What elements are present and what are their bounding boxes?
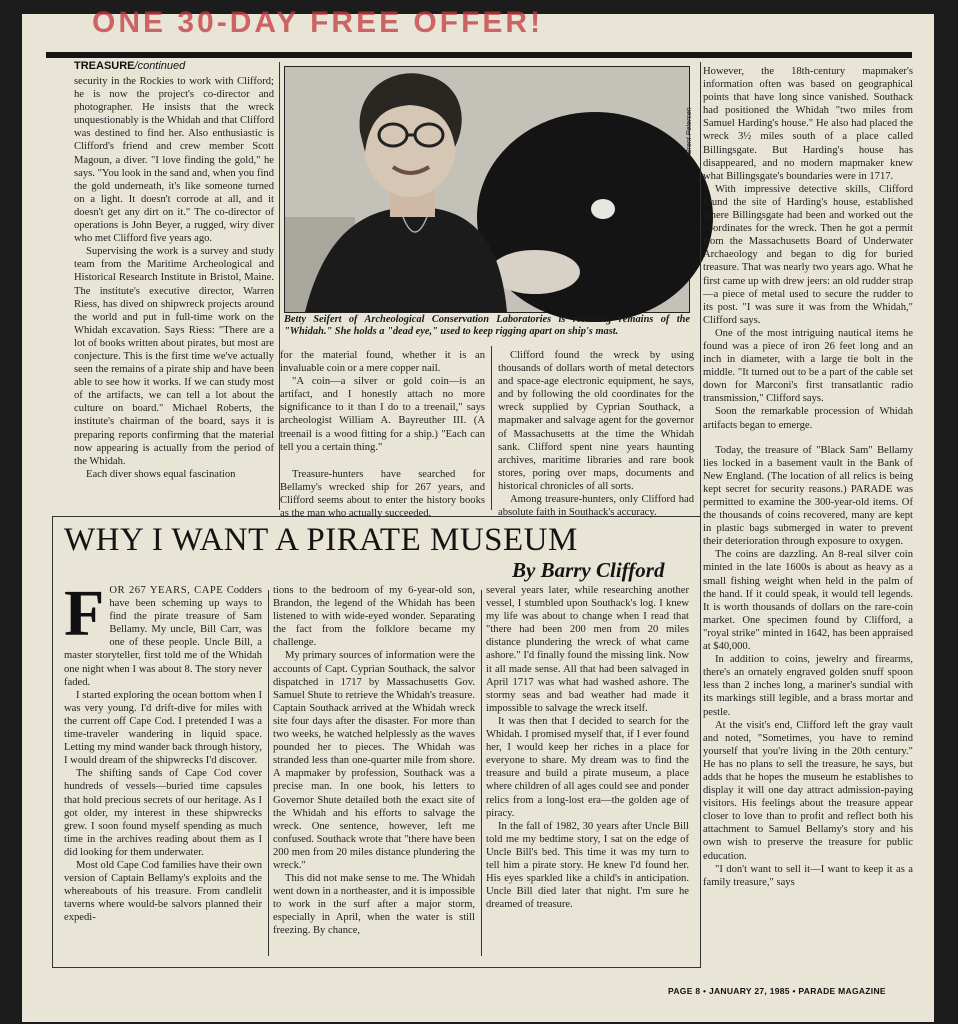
paragraph: "A coin—a silver or gold coin—is an artifact, and I honestly attach no more significance to it than I do to a treenail," says archeologist William A. Bayreuther III. (A treenail is a wood fitting for a ship.) "Each can tell you a certain thing." [280,376,485,453]
paragraph: This did not make sense to me. The Whidah went down in a northeaster, and it is impossible to work in the surf after a major storm, especially in April, when the water is still freezing. By chance, [273,873,475,937]
continued-label [74,60,185,72]
paragraph [64,577,262,689]
sidebar-column-a [64,577,262,956]
continued-label-italic: /continued [134,60,186,72]
paragraph: Most old Cape Cod families have their own version of Captain Bellamy's exploits and the whereabouts of his treasure. From candlelit taverns where would-be salvors planned their expedi- [64,859,262,924]
paragraph: tions to the bedroom of my 6-year-old son, Brandon, the legend of the Whidah has been listened to with wide-eyed wonder. Separating the fact from the folklore became my challenge. [273,585,475,649]
ad-banner-text: ONE 30-DAY FREE OFFER! [92,6,544,39]
photo-caption: Betty Seifert of Archeological Conservation Laboratories is restoring remains of the "Whidah." She holds a "dead eye," used to keep rigging apart on ship's mast. [284,314,690,338]
page-footer: PAGE 8 • JANUARY 27, 1985 • PARADE MAGAZINE [668,986,886,996]
paragraph: With impressive detective skills, Clifford found the site of Harding's house, established where Billingsgate had been and worked out the coordinates for the wreck. Then he got a permit from the Massachusetts Board of Underwater Archaeology and began to dig for buried treasure. That was nearly two years ago. What he first came up with drew jeers: an old rudder strap—a piece of metal used to secure the rudder to its post. "I was sure it was from the Whidah," Clifford says. [703,183,913,326]
paragraph: several years later, while researching another vessel, I stumbled upon Southack's log. I knew my life was about to change when I read that "there had been 200 men from 20 miles distance plundering the wreck of what came ashore." I'd finally found the missing link. Now it all made sense. All that had been salvaged in April 1717 was what had washed ashore. The stormy seas and bad weather had made it impossible to salvage the wreck itself. [486,585,689,714]
paragraph: Clifford found the wreck by using thousands of dollars worth of metal detectors and space-age electronic equipment, he says, and by following the old coordinates for the wreck supplied by Cyprian Southack, a mapmaker and salvage agent for the governor of Massachusetts at the time the Whidah sank. Clifford spent nine years haunting archives, maritime libraries and rare book stores, poring over maps, documents and historical chronicles of all sorts. [498,350,694,492]
drop-cap: F [64,577,105,650]
paragraph: Today, the treasure of "Black Sam" Bellamy lies locked in a basement vault in the Bank of New England. (The location of all relics is being kept secret for security reasons.) PARADE was permitted to examine the 300-year-old items. Of the thousands of coins recovered, many are kept in plastic bags submerged in water to prevent their deterioration through exposure to oxygen. [703,444,913,548]
paragraph: I started exploring the ocean bottom when I was very young. I'd drift-dive for miles with the current off Cape Cod. I pretended I was a time-traveler wandering in liquid space. Letting my mind wander back through history, I would dream of the shipwrecks I'd discover. [64,689,262,767]
paragraph: In addition to coins, jewelry and firearms, there's an ornately engraved golden snuff spoon less than 2 inches long, a mariner's sundial with its markings still legible, and a brass mortar and pestle. [703,654,913,718]
paragraph: One of the most intriguing nautical items he found was a piece of iron 26 feet long and an inch in diameter, with a large tie bolt in the middle. "It turned out to be a part of the cable set down for Marconi's first transatlantic radio transmission," Clifford says. [703,327,913,405]
article-column-3 [498,349,694,519]
column-divider [491,346,492,510]
paragraph: Among treasure-hunters, only Clifford had absolute faith in Southack's accuracy. [498,494,694,519]
paragraph: It was then that I decided to search for the Whidah. I promised myself that, if I ever found her, I would keep her riches in a place for everyone to share. My dream was to find the treasure and build a pirate museum, a place where children of all ages could see and ponder relics from a long-lost era—the golden age of piracy. [486,715,689,819]
paragraph: Supervising the work is a survey and study team from the Maritime Archeological and Historical Research Institute in Bristol, Maine. The institute's executive director, Warren Riess, has dived on shipwreck projects around the world and put in full-time work on the Whidah excavation. Says Riess: "There are a lot of books written about pirates, but most are conjecture. This is the first time we've actually seen the remains of a pirate ship and have been able to see how it works. If we can study most of the artifacts, we can tell a lot about the culture on board." Michael Roberts, the institute's chairman of the board, says it is preparing reports confirming that the material now appearing is actually from the period of the Whidah. [74,246,274,467]
paragraph: The shifting sands of Cape Cod cover hundreds of vessels—buried time capsules that hold precious secrets of our heritage. As I got older, my interest in these shipwrecks grew. I soon found myself spending as much time in the archives reading about them as I did looking for them underwater. [64,768,262,858]
paragraph: "I don't want to sell it—I want to keep it as a family treasure," says [703,863,913,888]
sidebar-column-b [273,584,475,956]
sidebar-headline: WHY I WANT A PIRATE MUSEUM [64,522,578,558]
continued-label-bold: TREASURE [74,60,135,72]
article-column-2 [280,349,485,520]
paragraph: My primary sources of information were the accounts of Capt. Cyprian Southack, the salvor dispatched in 1717 by Massachusetts Gov. Samuel Shute to retrieve the Whidah's treasure. Captain Southack arrived at the Whidah wreck site four days after the disaster. For more than two weeks, he watched helplessly as the waves pounded her to pieces. The Whidah was stranded less than one-quarter mile from shore. A mapmaker by profession, Southack was a precise man. In one book, his letters to Governor Shute detailed both the exact site of the Whidah and his efforts to salvage the wreck. One sentence, however, left me confused. Southack wrote that "there have been 200 men from 20 miles distance plundering the wreck." [273,650,475,871]
photo-illustration [285,67,689,312]
paragraph: security in the Rockies to work with Clifford; he is now the project's co-director and photographer. He insists that the wreck unquestionably is the Whidah and that Clifford was destined to find her. Also enthusiastic is Clifford's friend and crew member Scott Magoun, a diver. "I love finding the gold," he says. "You look in the sand and, when you find the gold underneath, it's like someone turned on a light. It doesn't corrode at all, and it doesn't get any dirt on it." The co-director of operations is John Beyer, a rugged, wiry diver who met Clifford five years ago. [74,76,274,245]
lead-text: Codders have been scheming up ways to find the pirate treasure of Sam Bellamy. My uncle, Bill Carr, was one of these people. Uncle Bill, a master storyteller, first told me of the Whidah one night when I was about 8. The story never faded. [64,585,262,688]
paragraph: However, the 18th-century mapmaker's information often was based on geographical points that have long since vanished. Southack had positioned the Whidah "two miles from Samuel Harding's house." He also had placed the wreck 3½ miles south of a place called Billingsgate. But Harding's house has disappeared, and no modern mapmaker knew what Billingsgate's boundaries were in 1717. [703,66,913,182]
paragraph: Each diver shows equal fascination [86,468,236,480]
photo-betty-seifert [284,66,690,313]
paragraph: for the material found, whether it is an invaluable coin or a mere copper nail. [280,350,485,375]
sidebar-column-c [486,584,689,956]
paragraph: In the fall of 1982, 30 years after Uncle Bill told me my bedtime story, I sat on the edge of Uncle Bill's bed. This time it was my turn to tell him a pirate story. He knew I'd found her. His eyes sparkled like a child's in anticipation. Uncle Bill died later that night. I'm sure he dreamed of treasure. [486,820,689,911]
column-divider [481,590,482,956]
paragraph: The coins are dazzling. An 8-real silver coin minted in the late 1600s is about as heavy as a small fishing weight when held in the palm of the hand. If it could speak, it would tell legends. It is worth thousands of dollars on the rare-coin market. One specimen found by Clifford, a "royal strike" minted in 1642, has been appraised at $40,000. [703,549,913,653]
paragraph: Treasure-hunters have searched for Bellamy's wrecked ship for 267 years, and Clifford seems about to enter the history books as the man who actually succeeded. [280,468,485,520]
article-column-4 [703,65,913,973]
top-rule [46,52,912,58]
paragraph: Soon the remarkable procession of Whidah artifacts began to emerge. [703,406,913,431]
article-column-1 [74,75,274,507]
paragraph: At the visit's end, Clifford left the gray vault and noted, "Sometimes, you have to remind yourself that you're living in the 20th century." He has no plans to sell the treasure, he says, but adds that he hopes the museum he establishes to display it will one day attract admission-paying visitors. His feelings about the treasure appear closer to love than to profit and reflect both his attachment to Samuel Bellamy's story and his own wish to preserve the treasure for public education. [703,719,913,862]
lead-in: OR 267 YEARS, CAPE [109,585,224,596]
sidebar-byline: By Barry Clifford [512,558,665,582]
photo-credit: Brent Petersen [686,107,693,154]
column-divider [268,590,269,956]
